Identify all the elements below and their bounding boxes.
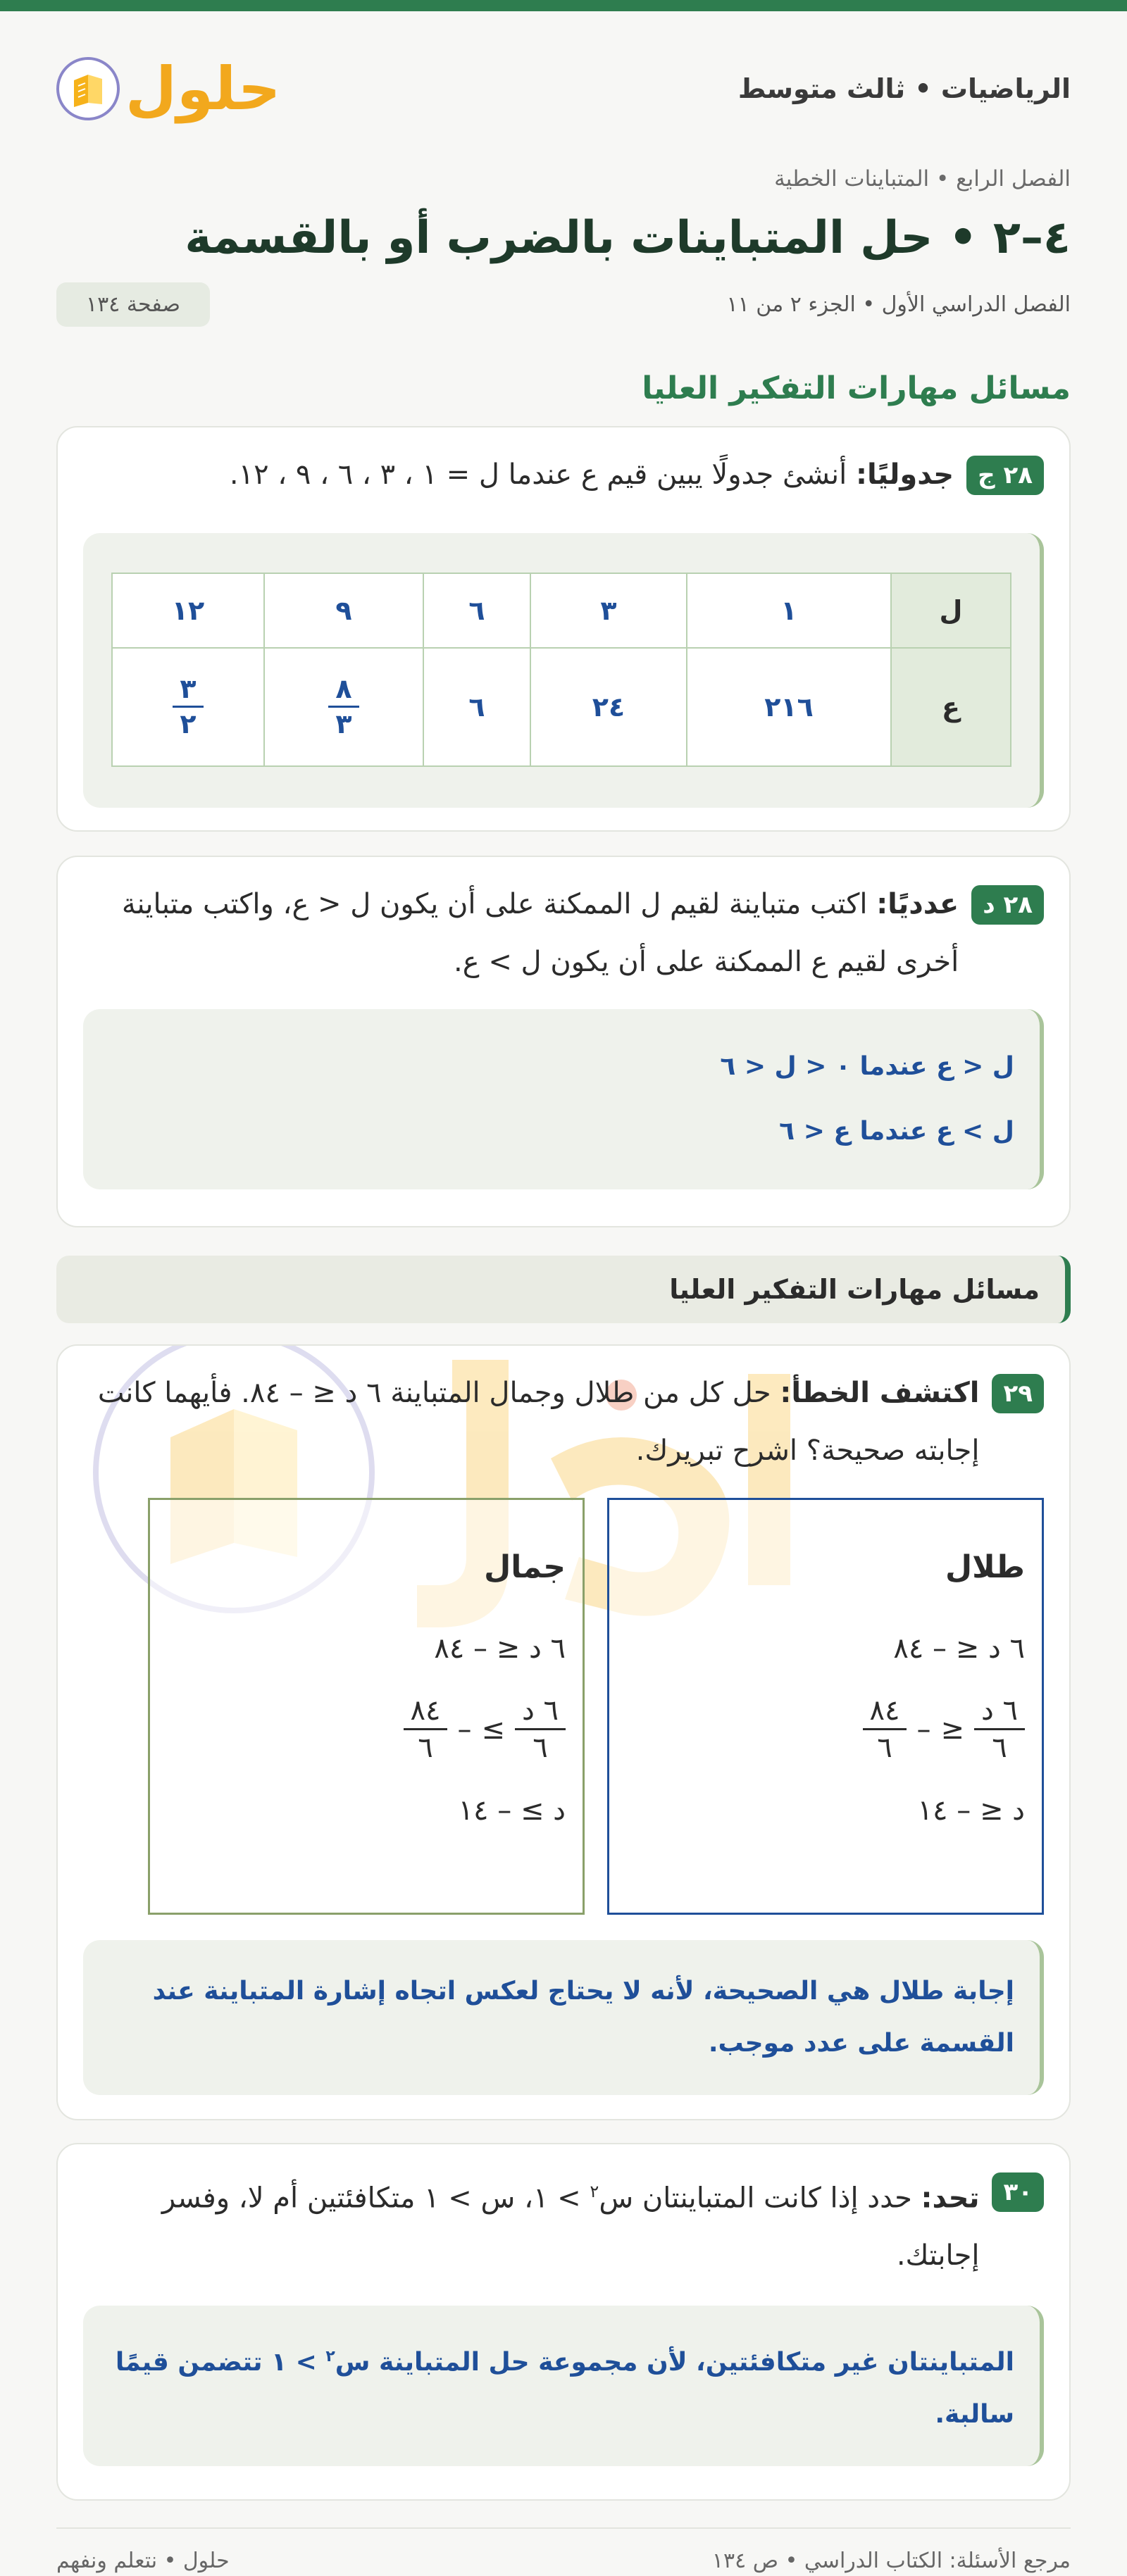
question-row — [83, 456, 1044, 504]
equation-line: د ≥ – ١٤ — [458, 1794, 566, 1827]
question-text — [230, 446, 954, 504]
answer-line: ل < ع عندما ٠ < ل < ٦ — [720, 1051, 1014, 1081]
jamal-solution — [148, 1498, 585, 1915]
table-row — [112, 573, 1011, 648]
answer-part: المتباينتان غير متكافئتين، لأن مجموعة حل المتباينة س — [335, 2348, 1014, 2377]
talal-solution — [607, 1498, 1044, 1915]
table-cell: ١٢ — [112, 573, 264, 648]
table-cell: ٦ — [423, 573, 530, 648]
hulul-logo[interactable] — [56, 54, 281, 123]
answer-part: > ١ تتضمن قيمًا سالبة. — [115, 2348, 1014, 2430]
superscript: ٢ — [590, 2181, 599, 2201]
answer-text: إجابة طلال هي الصحيحة، لأنه لا يحتاج لعكس اتجاه إشارة المتباينة عند القسمة على عدد موجب. — [152, 1976, 1014, 2058]
question-card-29 — [56, 1344, 1071, 2120]
question-body: حل كل من طلال وجمال المتباينة ٦ د ≤ – ٨٤. فأيهما كانت إجابته صحيحة؟ اشرح تبريرك. — [97, 1376, 980, 1467]
equation-line: د ≤ – ١٤ — [917, 1794, 1025, 1827]
equation-line: ٦ د ≤ – ٨٤ — [434, 1632, 566, 1665]
question-card-28c — [56, 426, 1071, 832]
meta-row — [56, 282, 1071, 327]
table-cell — [112, 648, 264, 766]
question-number-badge: ٣٠ — [992, 2172, 1044, 2212]
question-number-badge: ٢٨ ج — [966, 456, 1044, 495]
answer-box — [83, 1940, 1044, 2095]
fraction — [328, 673, 359, 742]
answer-box — [83, 1009, 1044, 1189]
question-number-badge: ٢٩ — [992, 1374, 1044, 1413]
equation-line: ٦ د ≤ – ٨٤ — [893, 1632, 1025, 1665]
fraction-numerator: ٨٤ — [863, 1693, 907, 1730]
answer-box — [83, 533, 1044, 808]
fraction — [974, 1693, 1025, 1765]
question-number-badge: ٢٨ د — [971, 885, 1044, 925]
table-cell: ٢١٦ — [687, 648, 891, 766]
fraction-denominator: ٣ — [335, 708, 352, 740]
fraction-denominator: ٦ — [992, 1732, 1007, 1765]
fraction — [173, 673, 203, 742]
fraction-numerator: ٣ — [173, 673, 203, 708]
question-body-cont: > ١، س > ١ متكافئتين أم لا، وفسر إجابتك. — [161, 2182, 980, 2272]
subject-label: الرياضيات • ثالث متوسط — [737, 73, 1071, 104]
values-table — [111, 573, 1011, 767]
relation-sign: ≥ — [481, 1713, 505, 1746]
table-cell: ٣ — [530, 573, 687, 648]
question-lead: تحد: — [921, 2182, 980, 2215]
page — [56, 11, 1071, 2573]
question-text — [83, 875, 959, 991]
relation-sign: ≤ — [940, 1713, 964, 1746]
fraction-numerator: ٦ د — [515, 1693, 566, 1730]
page-number-badge: صفحة ١٣٤ — [56, 282, 210, 327]
table-cell — [264, 648, 423, 766]
fraction-numerator: ٨٤ — [404, 1693, 448, 1730]
page-header — [56, 11, 1071, 166]
table-cell: ١ — [687, 573, 891, 648]
question-body: حدد إذا كانت المتباينتان س — [599, 2182, 921, 2215]
answer-line: ل > ع عندما ع < ٦ — [779, 1116, 1014, 1146]
table-cell: ٦ — [423, 648, 530, 766]
chapter-label: الفصل الرابع • المتباينات الخطية — [774, 166, 1071, 192]
fraction-numerator: ٦ د — [974, 1693, 1025, 1730]
page-footer — [56, 2527, 1071, 2573]
section-band: مسائل مهارات التفكير العليا — [56, 1256, 1071, 1323]
table-cell: ٩ — [264, 573, 423, 648]
question-row — [83, 1374, 1044, 1480]
question-lead: جدوليًا: — [855, 458, 954, 491]
superscript: ٢ — [325, 2348, 335, 2366]
table-cell: ع — [891, 648, 1011, 766]
footer-brand: حلول • نتعلم ونفهم — [56, 2548, 230, 2573]
question-card-30 — [56, 2143, 1071, 2501]
lesson-title: ٤–٢ • حل المتباينات بالضرب أو بالقسمة — [185, 212, 1071, 264]
question-card-28d — [56, 856, 1071, 1227]
equation-line — [150, 1684, 566, 1775]
negative-sign: – — [916, 1713, 931, 1746]
negative-sign: – — [457, 1713, 472, 1746]
table-row — [112, 648, 1011, 766]
question-text — [83, 2163, 979, 2284]
book-icon — [56, 57, 120, 120]
question-body: اكتب متباينة لقيم ل الممكنة على أن يكون ل < ع، واكتب متباينة أخرى لقيم ع الممكنة على أن يكون ل > ع. — [121, 887, 959, 978]
fraction-denominator: ٦ — [418, 1732, 433, 1765]
question-lead: عدديًا: — [876, 887, 959, 920]
question-body: أنشئ جدولًا يبين قيم ع عندما ل = ١ ، ٣ ، ٦ ، ٩ ، ١٢. — [229, 458, 856, 491]
table-cell: ل — [891, 573, 1011, 648]
question-lead: اكتشف الخطأ: — [780, 1376, 980, 1409]
fraction — [515, 1693, 566, 1765]
fraction — [404, 1693, 448, 1765]
source-reference: مرجع الأسئلة: الكتاب الدراسي • ص ١٣٤ — [711, 2548, 1071, 2573]
table-cell: ٢٤ — [530, 648, 687, 766]
solutions-compare — [83, 1498, 1044, 1915]
question-text — [83, 1364, 979, 1480]
fraction-denominator: ٢ — [180, 708, 197, 740]
fraction — [863, 1693, 907, 1765]
equation-line — [609, 1684, 1025, 1775]
answer-box — [83, 2306, 1044, 2466]
answer-text — [108, 2331, 1014, 2441]
fraction-numerator: ٨ — [328, 673, 359, 708]
top-accent-bar — [0, 0, 1127, 11]
fraction-denominator: ٦ — [877, 1732, 892, 1765]
question-row — [83, 2172, 1044, 2284]
student-name: جمال — [484, 1549, 566, 1585]
logo-wordmark: حلول — [125, 54, 281, 123]
student-name: طلال — [945, 1549, 1025, 1585]
fraction-denominator: ٦ — [533, 1732, 548, 1765]
section-title: مسائل مهارات التفكير العليا — [642, 370, 1071, 406]
term-part-label: الفصل الدراسي الأول • الجزء ٢ من ١١ — [726, 292, 1071, 317]
question-row — [83, 885, 1044, 991]
